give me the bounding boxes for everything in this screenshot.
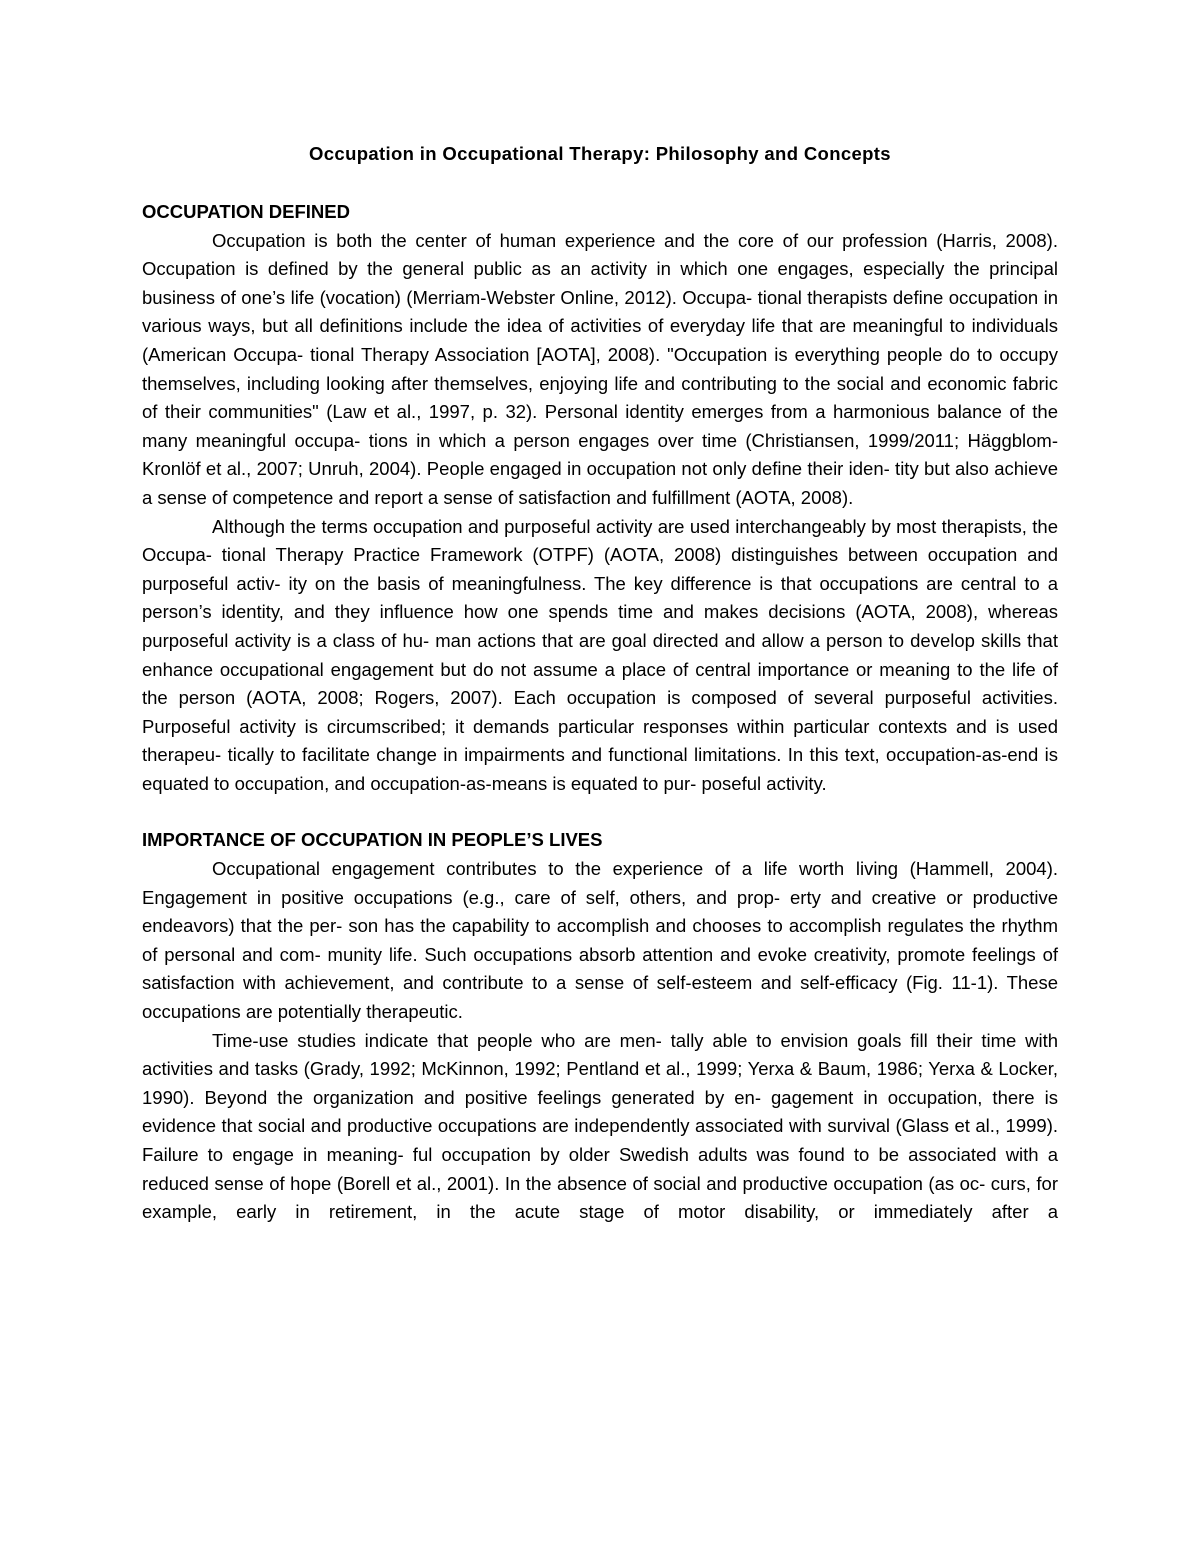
section-heading: IMPORTANCE OF OCCUPATION IN PEOPLE’S LIVES [142, 829, 603, 851]
paragraph: Time-use studies indicate that people who are men- tally able to envision goals fill their time with activities and tasks (Grady, 1992; McKinnon, 1992; Pentland et al., 1999; Yerxa & Baum, 1986; Yerxa & Locker, 1990). Beyond the organization and positive feelings generated by en- gagement in occupation, there is evidence that social and productive occupations are independently associated with survival (Glass et al., 1999). Failure to engage in meaning- ful occupation by older Swedish adults was found to be associated with a reduced sense of hope (Borell et al., 2001). In the absence of social and productive occupation (as oc- curs, for example, early in retirement, in the acute stage of motor disability, or immediately after a [142, 1029, 1058, 1223]
section-importance-of-occupation [142, 826, 1058, 1226]
paragraph: Occupation is both the center of human experience and the core of our profession (Harris, 2008). Occupation is defined by the general public as an activity in which one engages, especially the principal business of one’s life (vocation) (Merriam-Webster Online, 2012). Occupa- tional therapists define occupation in various ways, but all definitions include the idea of activities of everyday life that are meaningful to individuals (American Occupa- tional Therapy Association [AOTA], 2008). "Occupation is everything people do to occupy themselves, including looking after themselves, enjoying life and contributing to the social and economic fabric of their communities" (Law et al., 1997, p. 32). Personal identity emerges from a harmonious balance of the many meaningful occupa- tions in which a person engages over time (Christiansen, 1999/2011; Häggblom-Kronlöf et al., 2007; Unruh, 2004). People engaged in occupation not only define their iden- tity but also achieve a sense of competence and report a sense of satisfaction and fulfillment (AOTA, 2008). [142, 229, 1058, 508]
paragraph: Occupational engagement contributes to the experience of a life worth living (Hammell, 2004). Engagement in positive occupations (e.g., care of self, others, and prop- erty and creative or productive endeavors) that the per- son has the capability to accomplish and chooses to accomplish regulates the rhythm of personal and com- munity life. Such occupations absorb attention and evoke creativity, promote feelings of satisfaction with achievement, and contribute to a sense of self-esteem and self-efficacy (Fig. 11-1). These occupations are potentially therapeutic. [142, 858, 1058, 1023]
document-page [142, 140, 1058, 1227]
document-title: Occupation in Occupational Therapy: Philosophy and Concepts [309, 143, 891, 164]
paragraph: Although the terms occupation and purposeful activity are used interchangeably by most therapists, the Occupa- tional Therapy Practice Framework (OTPF) (AOTA, 2008) distinguishes between occupation and purposeful activ- ity on the basis of meaningfulness. The key difference is that occupations are central to a person’s identity, and they influence how one spends time and makes decisions (AOTA, 2008), whereas purposeful activity is a class of hu- man actions that are goal directed and allow a person to develop skills that enhance occupational engagement but do not assume a place of central importance or meaning to the life of the person (AOTA, 2008; Rogers, 2007). Each occupation is composed of several purposeful activities. Purposeful activity is circumscribed; it demands particular responses within particular contexts and is used therapeu- tically to facilitate change in impairments and functional limitations. In this text, occupation-as-end is equated to occupation, and occupation-as-means is equated to pur- poseful activity. [142, 515, 1058, 794]
section-heading: OCCUPATION DEFINED [142, 201, 350, 222]
section-occupation-defined [142, 198, 1058, 798]
